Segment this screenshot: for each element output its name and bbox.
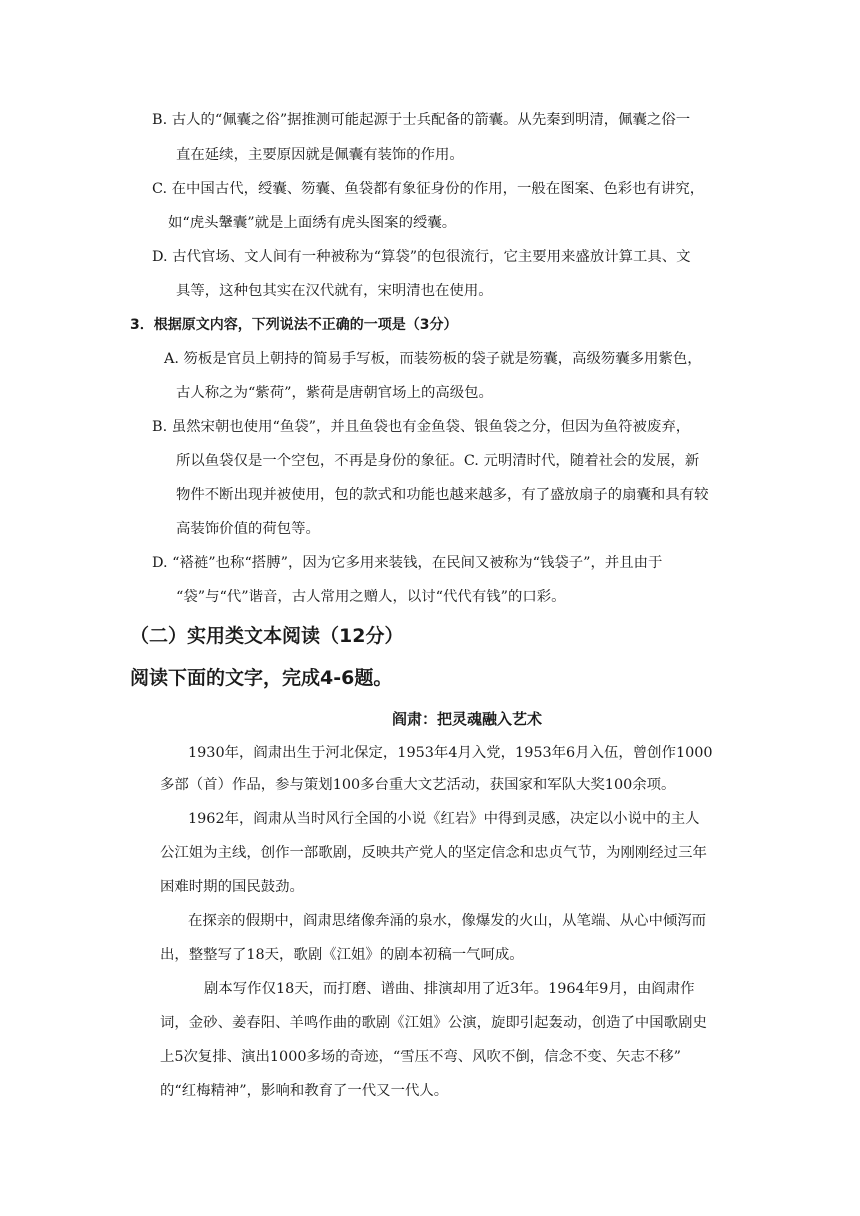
option-b-line2: 直在延续，主要原因就是佩囊有装饰的作用。 [176, 147, 464, 163]
paragraph-4-line2: 词，金砂、姜春阳、羊鸣作曲的歌剧《江姐》公演，旋即引起轰动，创造了中国歌剧史 [160, 1015, 707, 1031]
paragraph-1-line2: 多部（首）作品，参与策划100多台重大文艺活动，获国家和军队大奖100余项。 [160, 777, 676, 793]
option-d-line1: D. 古代官场、文人间有一种被称为“算袋”的包很流行，它主要用来盛放计算工具、文 [152, 249, 691, 265]
paragraph-3-line2: 出，整整写了18天，歌剧《江姐》的剧本初稿一气呵成。 [160, 947, 524, 963]
option-a-line2: 古人称之为“紫荷”，紫荷是唐朝官场上的高级包。 [176, 385, 493, 401]
option-d-line1: D. “褡裢”也称“搭膊”，因为它多用来装钱，在民间又被称为“钱袋子”，并且由于 [152, 555, 663, 571]
option-d-line2: 具等，这种包其实在汉代就有，宋明清也在使用。 [176, 283, 493, 299]
option-b-line3: 物件不断出现并被使用，包的款式和功能也越来越多，有了盛放扇子的扇囊和具有较 [176, 487, 709, 503]
question-3-stem: 3．根据原文内容，下列说法不正确的一项是（3分） [130, 317, 458, 333]
paragraph-4-line4: 的“红梅精神”，影响和教育了一代又一代人。 [160, 1083, 449, 1099]
paragraph-4-line1: 剧本写作仅18天，而打磨、谱曲、排演却用了近3年。1964年9月，由阎肃作 [204, 981, 695, 997]
option-b-line1: B. 古人的“佩囊之俗”据推测可能起源于士兵配备的箭囊。从先秦到明清，佩囊之俗一 [152, 112, 691, 128]
paragraph-2-line2: 公江姐为主线，创作一部歌剧，反映共产党人的坚定信念和忠贞气节，为刚刚经过三年 [160, 845, 707, 861]
article-title: 阎肃：把灵魂融入艺术 [392, 710, 543, 728]
paragraph-3-line1: 在探亲的假期中，阎肃思绪像奔涌的泉水，像爆发的火山，从笔端、从心中倾泻而 [188, 913, 707, 929]
paragraph-1-line1: 1930年，阎肃出生于河北保定，1953年4月入党，1953年6月入伍，曾创作1000 [188, 745, 713, 761]
option-c-line2: 如“虎头鞶囊”就是上面绣有虎头图案的绶囊。 [168, 215, 457, 231]
option-b-line4: 高装饰价值的荷包等。 [176, 521, 320, 537]
reading-instruction: 阅读下面的文字，完成4-6题。 [130, 667, 393, 689]
section-heading: （二）实用类文本阅读（12分） [130, 625, 404, 647]
option-c-line1: C. 在中国古代，绶囊、笏囊、鱼袋都有象征身份的作用，一般在图案、色彩也有讲究， [152, 181, 705, 197]
option-b-line1: B. 虽然宋朝也使用“鱼袋”，并且鱼袋也有金鱼袋、银鱼袋之分，但因为鱼符被废弃， [152, 419, 691, 435]
paragraph-2-line3: 困难时期的国民鼓劲。 [160, 879, 304, 895]
option-a-line1: A. 笏板是官员上朝持的简易手写板，而装笏板的袋子就是笏囊，高级笏囊多用紫色， [164, 351, 702, 367]
option-d-line2: “袋”与“代”谐音，古人常用之赠人，以讨“代代有钱”的口彩。 [176, 589, 566, 605]
paragraph-2-line1: 1962年，阎肃从当时风行全国的小说《红岩》中得到灵感，决定以小说中的主人 [188, 811, 700, 827]
paragraph-4-line3: 上5次复排、演出1000多场的奇迹，“雪压不弯、风吹不倒，信念不变、矢志不移” [160, 1049, 681, 1065]
option-b-line2: 所以鱼袋仅是一个空包，不再是身份的象征。C. 元明清时代，随着社会的发展，新 [176, 453, 700, 469]
